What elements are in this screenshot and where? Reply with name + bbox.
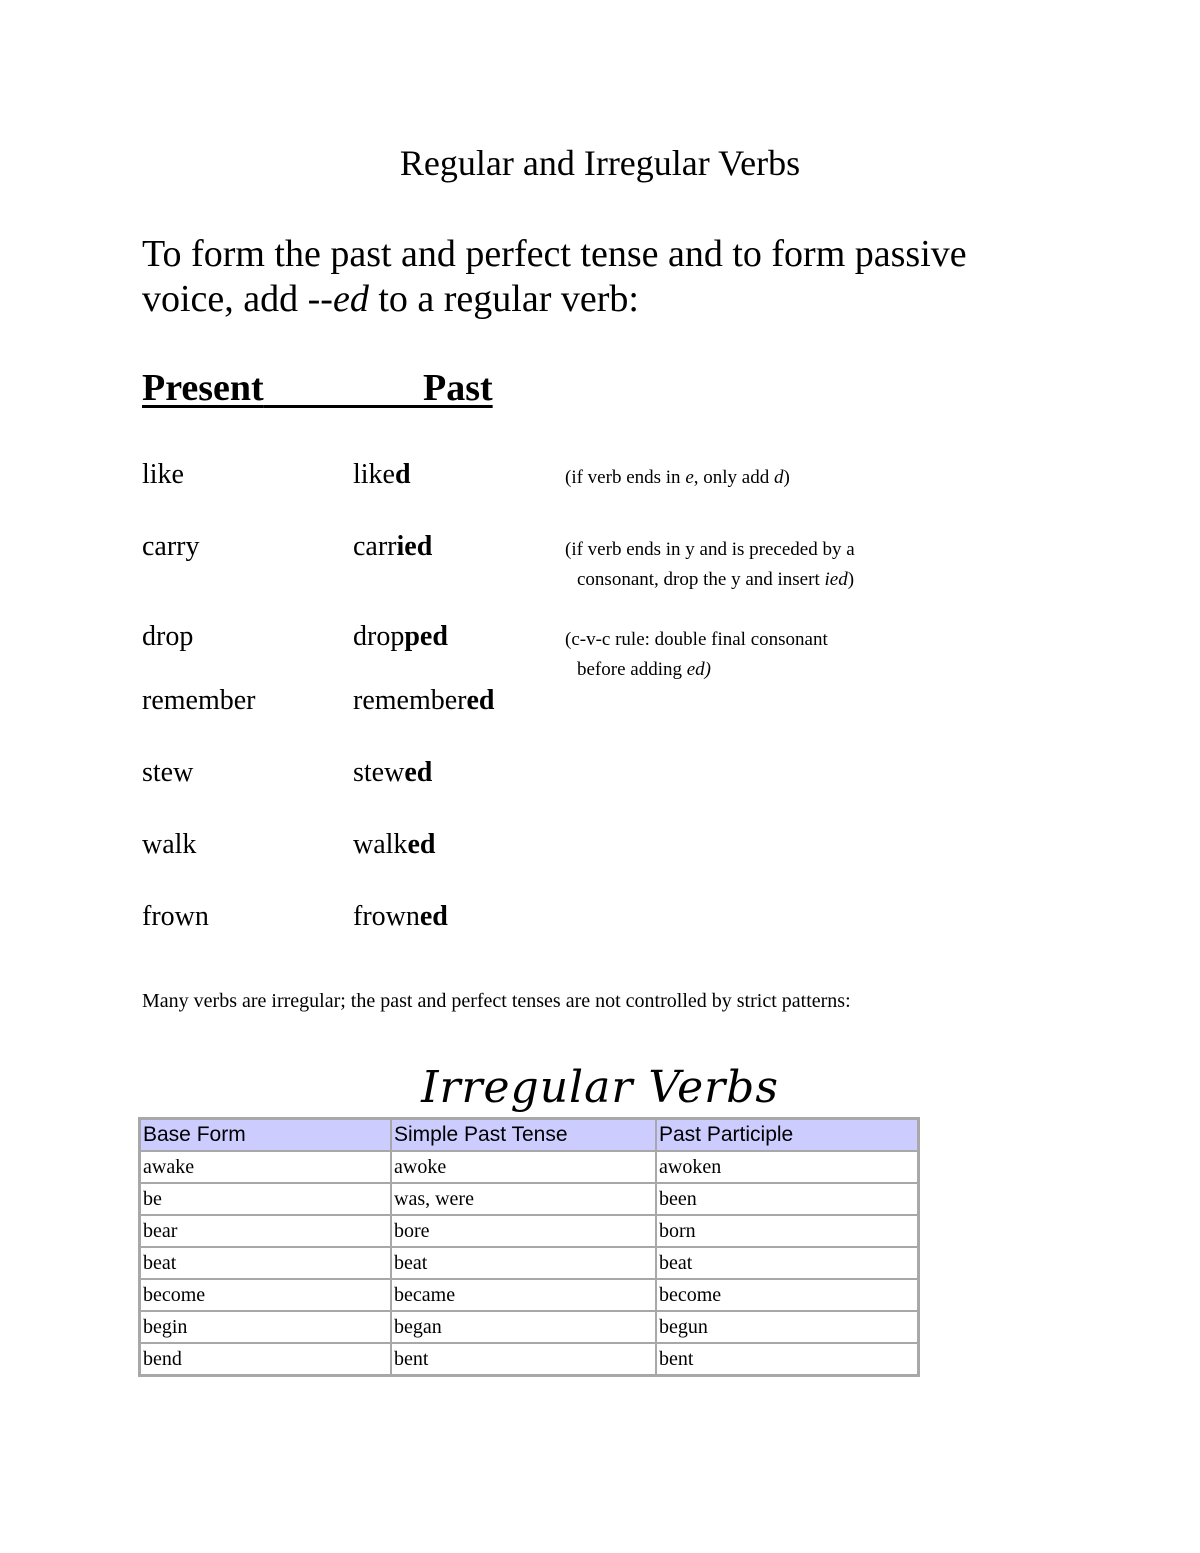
table-row [140, 1215, 918, 1247]
intro-paragraph [142, 232, 1062, 322]
rule-note-text: ) [783, 467, 790, 488]
present-verb: drop [142, 621, 194, 652]
page-title: Regular and Irregular Verbs [399, 143, 801, 183]
table-cell: bent [656, 1343, 918, 1375]
table-row [140, 1343, 918, 1375]
column-header: Simple Past Tense [391, 1119, 656, 1151]
table-cell: beat [656, 1247, 918, 1279]
past-suffix: ed [404, 757, 433, 788]
past-verb [353, 829, 435, 861]
table-cell: began [391, 1311, 656, 1343]
past-stem: frown [353, 901, 420, 932]
rule-note-text: consonant, drop the y and insert [577, 569, 825, 590]
past-header: Past [423, 367, 493, 409]
past-stem: walk [353, 829, 408, 860]
past-stem: drop [353, 621, 405, 652]
present-verb: remember [142, 685, 256, 716]
intro-suffix: --ed [307, 278, 369, 320]
table-cell: awoken [656, 1151, 918, 1183]
irregular-table-title: Irregular Verbs [421, 1062, 779, 1113]
past-verb [353, 459, 411, 491]
past-verb [353, 685, 495, 717]
rule-note [565, 535, 985, 595]
rule-note-text: (if verb ends in [565, 467, 686, 488]
table-cell: begun [656, 1311, 918, 1343]
table-cell: begin [140, 1311, 391, 1343]
table-cell: was, were [391, 1183, 656, 1215]
rule-note-em: e [685, 467, 694, 488]
column-header: Past Participle [656, 1119, 918, 1151]
present-header-label: Present [142, 367, 264, 409]
past-verb [353, 531, 432, 563]
table-row [140, 1183, 918, 1215]
rule-note-line2 [565, 565, 985, 595]
rule-note [565, 463, 985, 493]
table-body [140, 1151, 918, 1375]
present-verb: walk [142, 829, 197, 860]
past-suffix: d [395, 459, 411, 490]
rule-note-text: before adding [577, 659, 687, 680]
past-suffix: ed [407, 829, 436, 860]
intro-text-start: To form the past and perfect tense and to form passive voice, add [142, 233, 967, 320]
past-verb [353, 757, 432, 789]
table-cell: born [656, 1215, 918, 1247]
past-stem: remember [353, 685, 467, 716]
present-verb: like [142, 459, 184, 490]
table-cell: beat [140, 1247, 391, 1279]
table-cell: bore [391, 1215, 656, 1247]
table-cell: bent [391, 1343, 656, 1375]
irregular-note: Many verbs are irregular; the past and perfect tenses are not controlled by strict patterns: [142, 990, 851, 1012]
rule-note-em: ed) [686, 659, 711, 680]
present-verb: frown [142, 901, 209, 932]
table-cell: bear [140, 1215, 391, 1247]
column-header: Base Form [140, 1119, 391, 1151]
rule-note-em: ied [824, 569, 848, 590]
table-cell: awoke [391, 1151, 656, 1183]
rule-note-line2 [565, 655, 985, 685]
past-verb [353, 621, 448, 653]
table-header-row [140, 1119, 918, 1151]
table-cell: become [656, 1279, 918, 1311]
table-row [140, 1279, 918, 1311]
table-cell: bend [140, 1343, 391, 1375]
present-verb: carry [142, 531, 200, 562]
table-cell: be [140, 1183, 391, 1215]
rule-note [565, 625, 985, 685]
intro-text-end: to a regular verb: [368, 278, 639, 320]
past-suffix: ed [466, 685, 495, 716]
past-stem: like [353, 459, 395, 490]
present-verb: stew [142, 757, 194, 788]
past-verb [353, 901, 448, 933]
past-suffix: ped [404, 621, 448, 652]
table-cell: beat [391, 1247, 656, 1279]
table-row [140, 1311, 918, 1343]
irregular-verbs-table [138, 1117, 920, 1377]
table-row [140, 1247, 918, 1279]
table-cell: awake [140, 1151, 391, 1183]
rule-note-text: , only add [693, 467, 774, 488]
rule-note-em: d [773, 467, 784, 488]
rule-note-text: ) [847, 569, 855, 590]
past-suffix: ied [396, 531, 433, 562]
past-suffix: ed [419, 901, 448, 932]
rule-note-line1: (c-v-c rule: double final consonant [565, 629, 828, 650]
table-cell: became [391, 1279, 656, 1311]
table-cell: become [140, 1279, 391, 1311]
past-stem: carr [353, 531, 397, 562]
table-row [140, 1151, 918, 1183]
past-stem: stew [353, 757, 405, 788]
table-cell: been [656, 1183, 918, 1215]
rule-note-line1: (if verb ends in y and is preceded by a [565, 539, 855, 560]
